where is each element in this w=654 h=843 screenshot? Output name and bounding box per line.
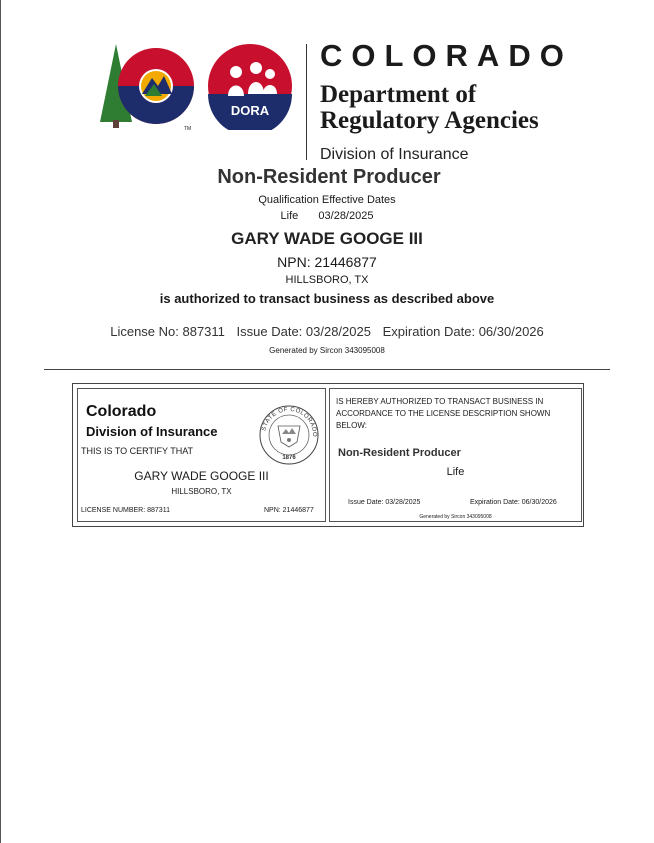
licensee-npn: NPN: 21446877 xyxy=(277,254,377,270)
card-authorized-statement: IS HEREBY AUTHORIZED TO TRANSACT BUSINESS IN ACCORDANCE TO THE LICENSE DESCRIPTION SHOWN BELOW: xyxy=(336,397,551,430)
qualification-date: 03/28/2025 xyxy=(318,210,374,222)
header-department xyxy=(320,82,539,134)
card-state: Colorado xyxy=(86,403,157,420)
card-division: Division of Insurance xyxy=(86,424,218,439)
header-state: COLORADO xyxy=(320,38,573,73)
card-expiration-date: Expiration Date: 06/30/2026 xyxy=(470,499,557,506)
seal-year: 1876 xyxy=(282,455,296,461)
licensee-name: GARY WADE GOOGE III xyxy=(231,229,423,248)
card-license-type: Non-Resident Producer xyxy=(338,447,461,459)
state-seal-icon xyxy=(256,404,322,466)
header-divider xyxy=(306,44,307,160)
card-certify: THIS IS TO CERTIFY THAT xyxy=(81,446,194,456)
qualification-heading: Qualification Effective Dates xyxy=(258,194,396,206)
license-details xyxy=(0,324,654,339)
card-npn: NPN: 21446877 xyxy=(264,507,314,514)
card-license-number: LICENSE NUMBER: 887311 xyxy=(81,507,170,514)
authorization-statement: is authorized to transact business as described above xyxy=(159,291,495,306)
dora-logo-icon xyxy=(206,42,294,130)
generated-by: Generated by Sircon 343095008 xyxy=(269,346,385,355)
licensee-city: HILLSBORO, TX xyxy=(285,274,369,286)
card-city: HILLSBORO, TX xyxy=(171,487,232,496)
qualification-row xyxy=(0,210,654,222)
dora-label: DORA xyxy=(230,103,270,118)
qualification-line: Life xyxy=(280,210,299,222)
issue-date: Issue Date: 03/28/2025 xyxy=(236,324,371,339)
logo-tm: TM xyxy=(184,126,192,132)
expiration-date: Expiration Date: 06/30/2026 xyxy=(382,324,544,339)
header-division: Division of Insurance xyxy=(320,146,469,163)
department-line-1: Department of xyxy=(320,81,477,108)
card-generated-by: Generated by Sircon 343095008 xyxy=(419,514,492,520)
page-left-border xyxy=(0,0,1,843)
card-line: Life xyxy=(446,466,465,478)
section-divider xyxy=(44,369,610,370)
card-name: GARY WADE GOOGE III xyxy=(134,469,269,483)
department-line-2: Regulatory Agencies xyxy=(320,107,539,134)
card-issue-date: Issue Date: 03/28/2025 xyxy=(348,499,421,506)
colorado-logo-icon xyxy=(96,40,200,134)
license-title: Non-Resident Producer xyxy=(217,166,441,188)
license-number: License No: 887311 xyxy=(110,324,225,339)
seal-top-text: STATE OF COLORADO xyxy=(261,406,318,438)
